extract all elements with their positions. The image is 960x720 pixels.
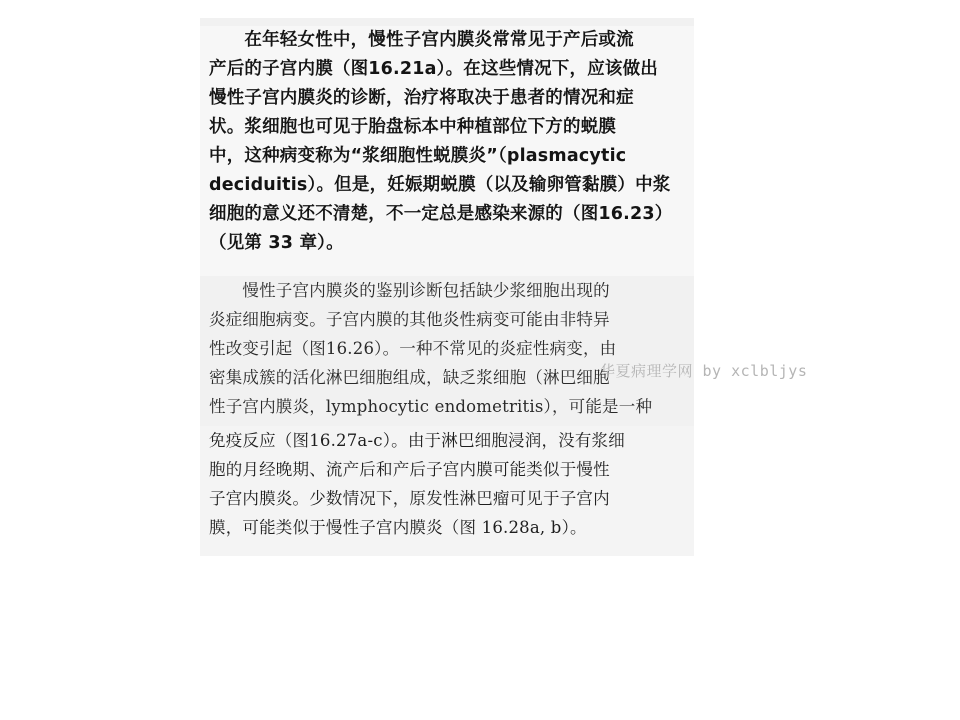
watermark-text: 华夏病理学网 by xclbljys [600, 362, 808, 380]
text-block-2 [200, 276, 694, 426]
paragraph-2: 慢性子宫内膜炎的鉴别诊断包括缺少浆细胞出现的 炎症细胞病变。子宫内膜的其他炎性病变可能由非特异 性改变引起（图16.26）。一种不常见的炎症性病变，由 密集成簇的活化淋巴细胞组成，缺乏浆细胞（淋巴细胞 性子宫内膜炎，lymphocytic endometritis），可能是一种 [209, 281, 653, 416]
paragraph-1: 在年轻女性中，慢性子宫内膜炎常常见于产后或流 产后的子宫内膜（图16.21a）。在这些情况下，应该做出 慢性子宫内膜炎的诊断，治疗将取决于患者的情况和症 状。浆细胞也可见于胎盘标本中种植部位下方的蜕膜 中，这种病变称为“浆细胞性蜕膜炎”（plasmacytic deciduitis）。但是，妊娠期蜕膜（以及输卵管黏膜）中浆 细胞的意义还不清楚，不一定总是感染来源的（图16.23） （见第 33 章）。 [209, 30, 673, 253]
text-block-3 [200, 426, 694, 556]
scanned-text-image [200, 18, 694, 556]
text-block-1 [200, 26, 694, 276]
paragraph-3: 免疫反应（图16.27a-c）。由于淋巴细胞浸润，没有浆细 胞的月经晚期、流产后和产后子宫内膜可能类似于慢性 子宫内膜炎。少数情况下，原发性淋巴瘤可见于子宫内 膜，可能类似于慢性子宫内膜炎（图 16.28a, b）。 [209, 431, 625, 537]
